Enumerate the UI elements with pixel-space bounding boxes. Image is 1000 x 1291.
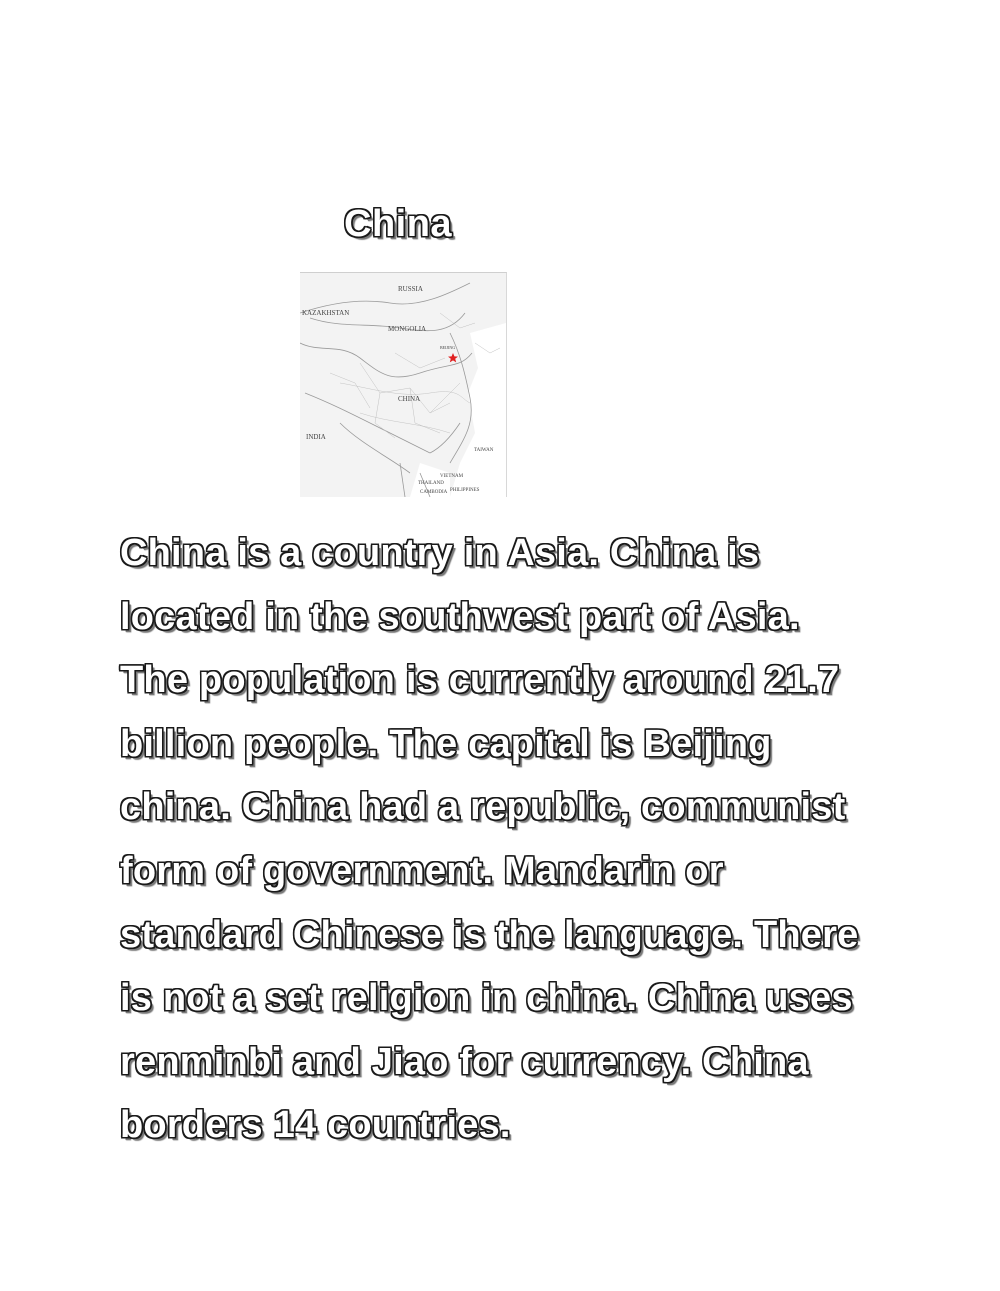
body-line: form of government. Mandarin or <box>120 849 724 892</box>
body-paragraph <box>120 522 910 1158</box>
map-label-cambodia: CAMBODIA <box>420 490 448 495</box>
body-line: is not a set religion in china. China uses <box>120 977 853 1020</box>
map-label-kazakhstan: KAZAKHSTAN <box>302 309 350 317</box>
map-label-philippines: PHILIPPINES <box>450 488 480 493</box>
map-label-vietnam: VIETNAM <box>440 474 464 479</box>
body-line: located in the southwest part of Asia. <box>120 595 800 638</box>
body-line: The population is currently around 21.7 <box>120 659 840 702</box>
body-line: China is a country in Asia. China is <box>120 532 760 574</box>
map-label-russia: RUSSIA <box>398 285 423 293</box>
map-label-mongolia: MONGOLIA <box>388 325 427 333</box>
body-line: renminbi and Jiao for currency. China <box>120 1040 809 1083</box>
map-label-beijing: BEIJING <box>440 345 456 350</box>
body-line: billion people. The capital is Beijing <box>120 722 772 765</box>
map-label-china: CHINA <box>398 395 421 403</box>
china-map-image <box>300 272 507 497</box>
map-label-thailand: THAILAND <box>418 481 444 486</box>
map-label-india: INDIA <box>306 433 326 441</box>
map-label-taiwan: TAIWAN <box>474 448 494 453</box>
body-line: china. China had a republic, communist <box>120 786 846 829</box>
page-title: China <box>344 203 453 245</box>
body-line: standard Chinese is the language. There <box>120 913 859 956</box>
body-line: borders 14 countries. <box>120 1104 511 1147</box>
map-svg <box>300 273 506 497</box>
